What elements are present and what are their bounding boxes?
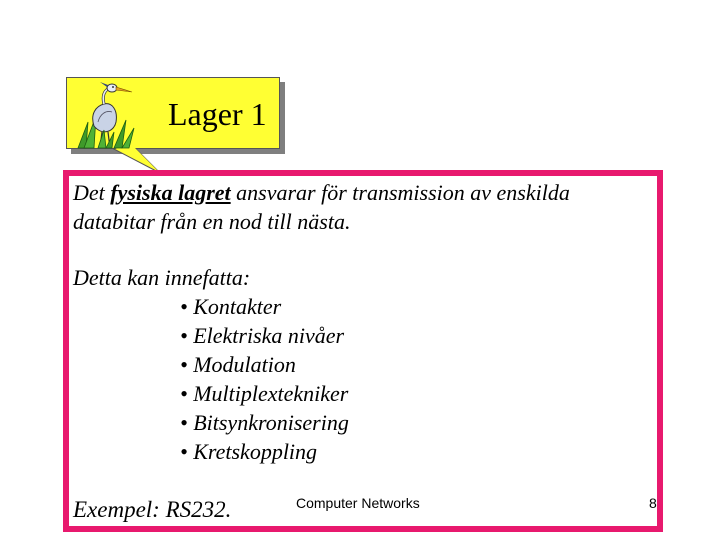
intro-line-2: databitar från en nod till nästa. xyxy=(73,209,351,234)
bullet-item: • Multiplextekniker xyxy=(180,381,349,406)
intro-line-1 xyxy=(73,178,570,207)
bullet-item: • Kontakter xyxy=(180,294,282,319)
list-intro: Detta kan innefatta: xyxy=(73,265,251,290)
bullet-item: • Elektriska nivåer xyxy=(180,323,345,348)
heron-icon xyxy=(74,80,136,150)
bullet-item: • Bitsynkronisering xyxy=(180,410,349,435)
footer-course: Computer Networks xyxy=(296,495,420,511)
example-text: Exempel: RS232. xyxy=(73,497,232,522)
slide-title: Lager 1 xyxy=(168,96,267,132)
intro-prefix: Det xyxy=(73,180,111,205)
intro-rest: ansvarar för transmission av enskilda xyxy=(230,180,570,205)
intro-emphasis: fysiska lagret xyxy=(110,180,231,205)
page-number: 8 xyxy=(649,495,657,511)
bullet-item: • Kretskoppling xyxy=(180,439,318,464)
bullet-item: • Modulation xyxy=(180,352,296,377)
